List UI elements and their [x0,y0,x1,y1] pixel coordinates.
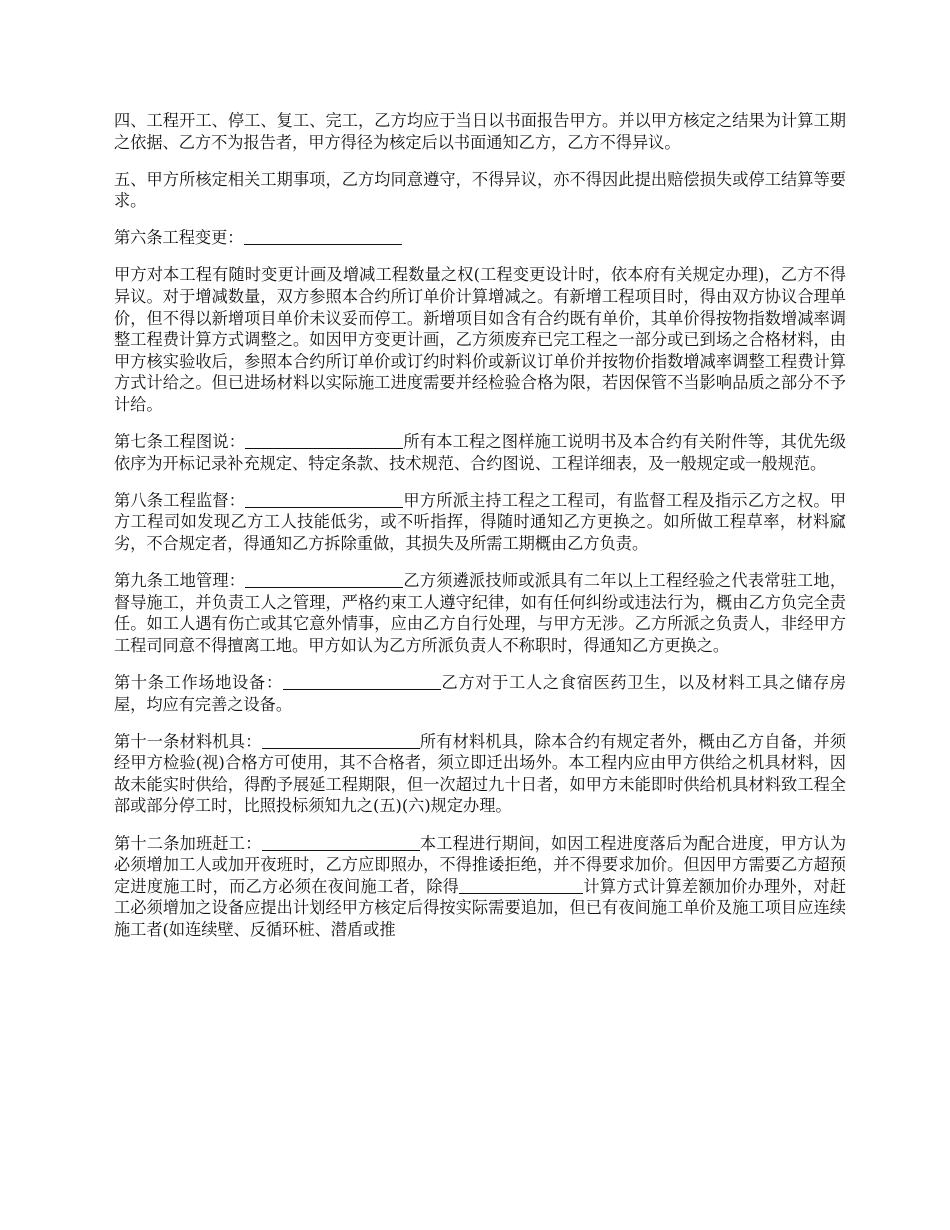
fill-in-blank [245,433,403,449]
fill-in-blank [459,878,583,894]
article-9 [114,570,846,656]
article-title: 第六条工程变更： [114,228,244,248]
paragraph-text: 乙方须遴派技师或派具有二年以上工程经验之代表常驻工地，督导施工，并负责工人之管理，严格约束工人遵守纪律，如有任何纠纷或违法行为，概由乙方负完全责任。如工人遇有伤亡或其它意外情事，应由乙方自行处理，与甲方无涉。乙方所派之负责人，非经甲方工程司同意不得擅离工地。甲方如认为乙方所派负责人不称职时，得通知乙方更换之。 [114,571,847,655]
article-title: 第十二条加班赶工： [114,833,262,853]
fill-in-blank [262,835,420,851]
paragraph-text-continued: 计算方式计算差额加价办理外，对赶工必须增加之设备应提出计划经甲方核定后得按实际需要追加，但已有夜间施工单价及施工项目应连续施工者(如连续壁、反循环桩、潜盾或推 [114,876,847,939]
fill-in-blank [283,674,441,690]
article-11 [114,731,846,817]
article-title: 第七条工程图说： [114,432,246,452]
paragraph-text: 甲方所派主持工程之工程司，有监督工程及指示乙方之权。甲方工程司如发现乙方工人技能低劣，或不听指挥，得随时通知乙方更换之。如所做工程草率，材料窳劣，不合规定者，得通知乙方拆除重做，其损失及所需工期概由乙方负责。 [114,490,847,553]
article-6-body [114,264,846,415]
paragraph-schedule-report [114,110,846,153]
fill-in-blank [262,733,420,749]
paragraph-text: 四、工程开工、停工、复工、完工，乙方均应于当日以书面报告甲方。并以甲方核定之结果为计算工期之依据、乙方不为报告者，甲方得径为核定后以书面通知乙方，乙方不得异议。 [114,111,846,152]
article-title: 第十一条材料机具： [114,731,262,751]
article-10 [114,672,846,715]
paragraph-text: 所有材料机具，除本合约有规定者外，概由乙方自备，并须经甲方检验(视)合格方可使用，其不合格者，须立即迁出场外。本工程内应由甲方供给之机具材料，因故未能实时供给，得酌予展延工程期限，但一次超过九十日者，如甲方未能即时供给机具材料致工程全部或部分停工时，比照投标须知九之(五)(六)规定办理。 [114,731,847,816]
fill-in-blank [245,492,403,508]
paragraph-text: 甲方对本工程有随时变更计画及增减工程数量之权(工程变更设计时，依本府有关规定办理)，乙方不得异议。对于增减数量，双方参照本合约所订单价计算增减之。有新增工程项目时，得由双方协议合理单价，但不得以新增项目单价未议妥而停工。新增项目如含有合约既有单价，其单价得按物指数增减率调整工程费计算方式调整之。如因甲方变更计画，乙方须废弃已完工程之一部分或已到场之合格材料，由甲方核实验收后，参照本合约所订单价或订约时料价或新议订单价并按物价指数增减率调整工程费计算方式计给之。但已进场材料以实际施工进度需要并经检验合格为限，若因保管不当影响品质之部分不予计给。 [114,265,846,415]
article-7 [114,431,846,474]
fill-in-blank [244,229,402,245]
paragraph-text: 乙方对于工人之食宿医药卫生，以及材料工具之储存房屋，均应有完善之设备。 [114,672,847,714]
fill-in-blank [245,572,403,588]
article-8 [114,490,846,555]
paragraph-schedule-compliance [114,169,846,212]
article-title: 第八条工程监督： [114,490,246,510]
article-6-heading [114,227,846,249]
paragraph-text: 本工程进行期间，如因工程进度落后为配合进度，甲方认为必须增加工人或加开夜班时，乙方应即照办，不得推诿拒绝，并不得要求加价。但因甲方需要乙方超预定进度施工时，而乙方必须在夜间施工者，除得 [114,833,847,896]
article-title: 第九条工地管理： [114,571,246,591]
paragraph-text: 所有本工程之图样施工说明书及本合约有关附件等，其优先级依序为开标记录补充规定、特定条款、技术规范、合约图说、工程详细表，及一般规定或一般规范。 [114,432,847,473]
article-title: 第十条工作场地设备： [114,672,283,692]
contract-page [114,110,846,956]
article-12 [114,833,846,941]
paragraph-text: 五、甲方所核定相关工期事项，乙方均同意遵守，不得异议，亦不得因此提出赔偿损失或停工结算等要求。 [114,169,846,211]
